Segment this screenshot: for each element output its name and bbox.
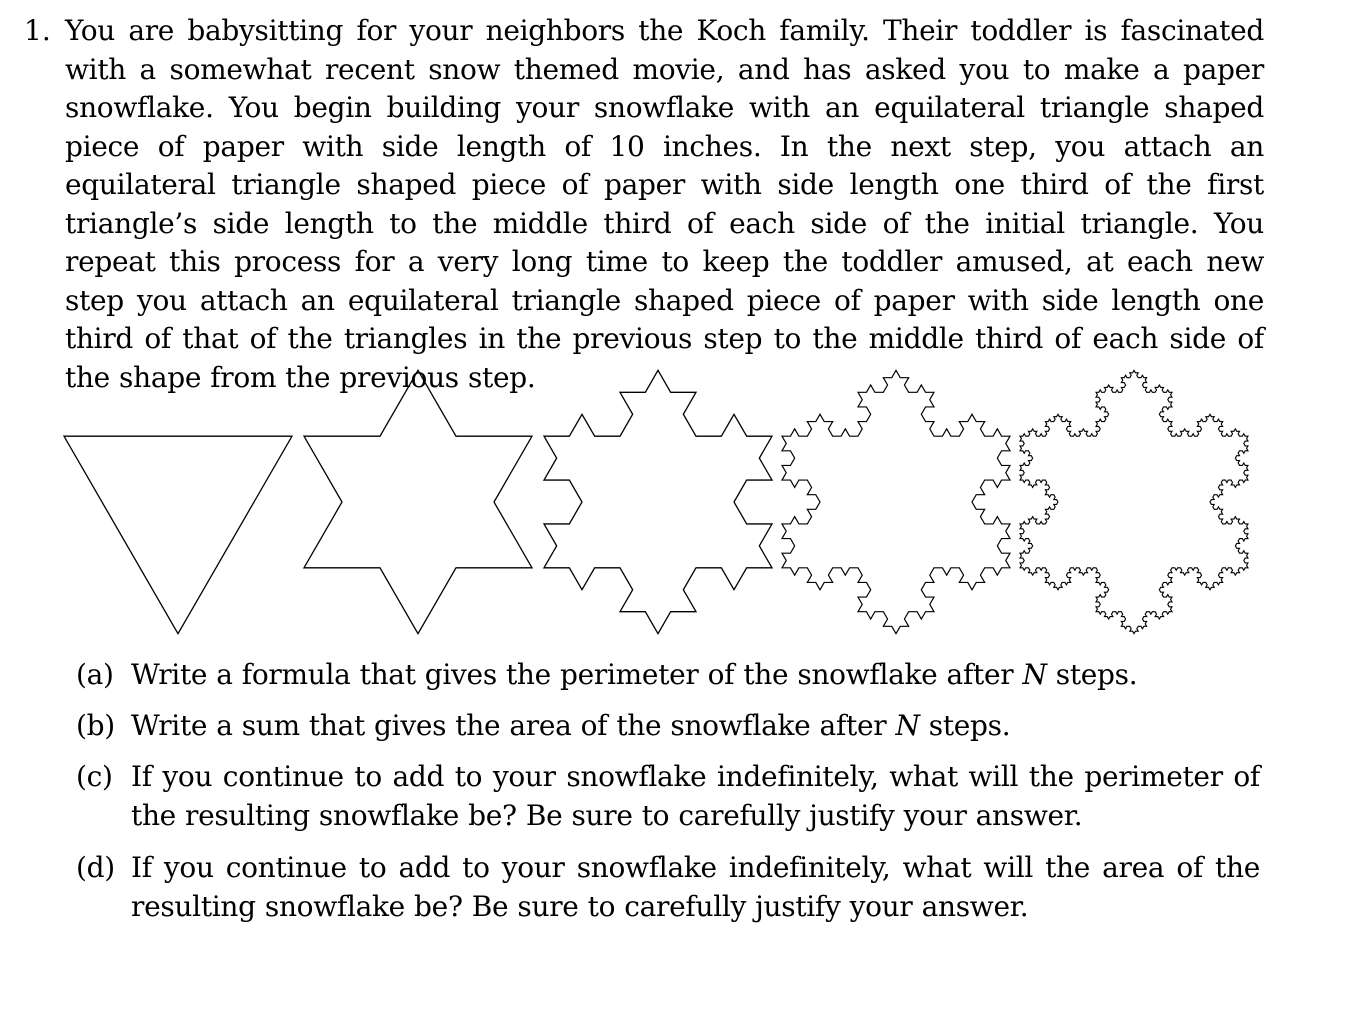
problem-1 bbox=[24, 12, 1264, 397]
problem-statement: You are babysitting for your neighbors the Koch family. Their toddler is fascinated with a somewhat recent snow themed movie, and has asked you to make a paper snowflake. You begin building your snowflake with an equilateral triangle shaped piece of paper with side length of 10 inches. In the next step, you attach an equilateral triangle shaped piece of paper with side length one third of the first triangle’s side length to the middle third of each side of the initial triangle. You repeat this process for a very long time to keep the toddler amused, at each new step you attach an equilateral triangle shaped piece of paper with side length one third of that of the triangles in the previous step to the middle third of each side of the shape from the previous step. bbox=[65, 14, 1264, 394]
koch-snowflake-step-1 bbox=[304, 370, 532, 633]
part-b-label: (b) bbox=[76, 708, 115, 742]
koch-snowflake-step-0 bbox=[64, 436, 292, 633]
part-a-text-after: steps. bbox=[1055, 658, 1138, 691]
part-d-text: If you continue to add to your snowflake indefinitely, what will the area of the resulting snowflake be? Be sure to carefully justify your answer. bbox=[131, 851, 1260, 923]
part-d-label: (d) bbox=[76, 851, 115, 884]
koch-snowflake-step-2 bbox=[544, 370, 772, 633]
part-b-text bbox=[131, 707, 1260, 746]
part-c-label: (c) bbox=[76, 760, 113, 793]
question-parts bbox=[76, 656, 1260, 926]
koch-snowflake-step-4 bbox=[1020, 370, 1248, 633]
koch-snowflake-figure bbox=[58, 368, 1258, 640]
part-b bbox=[76, 707, 1260, 746]
part-a-label: (a) bbox=[76, 658, 114, 691]
part-a-variable: N bbox=[1022, 658, 1047, 691]
part-b-text-before: Write a sum that gives the area of the snowflake after bbox=[131, 708, 887, 742]
part-c-text: If you continue to add to your snowflake indefinitely, what will the perimeter of the resulting snowflake be? Be sure to carefully justify your answer. bbox=[131, 760, 1260, 832]
problem-number: 1. bbox=[24, 14, 51, 47]
part-a bbox=[76, 656, 1260, 695]
part-b-variable: N bbox=[895, 708, 920, 742]
koch-snowflake-svg bbox=[58, 368, 1258, 640]
koch-snowflake-step-3 bbox=[782, 370, 1010, 633]
part-a-text bbox=[131, 656, 1260, 695]
part-c bbox=[76, 758, 1260, 835]
part-a-text-before: Write a formula that gives the perimeter of the snowflake after bbox=[131, 658, 1014, 691]
part-b-text-after: steps. bbox=[928, 708, 1011, 742]
part-d bbox=[76, 849, 1260, 926]
